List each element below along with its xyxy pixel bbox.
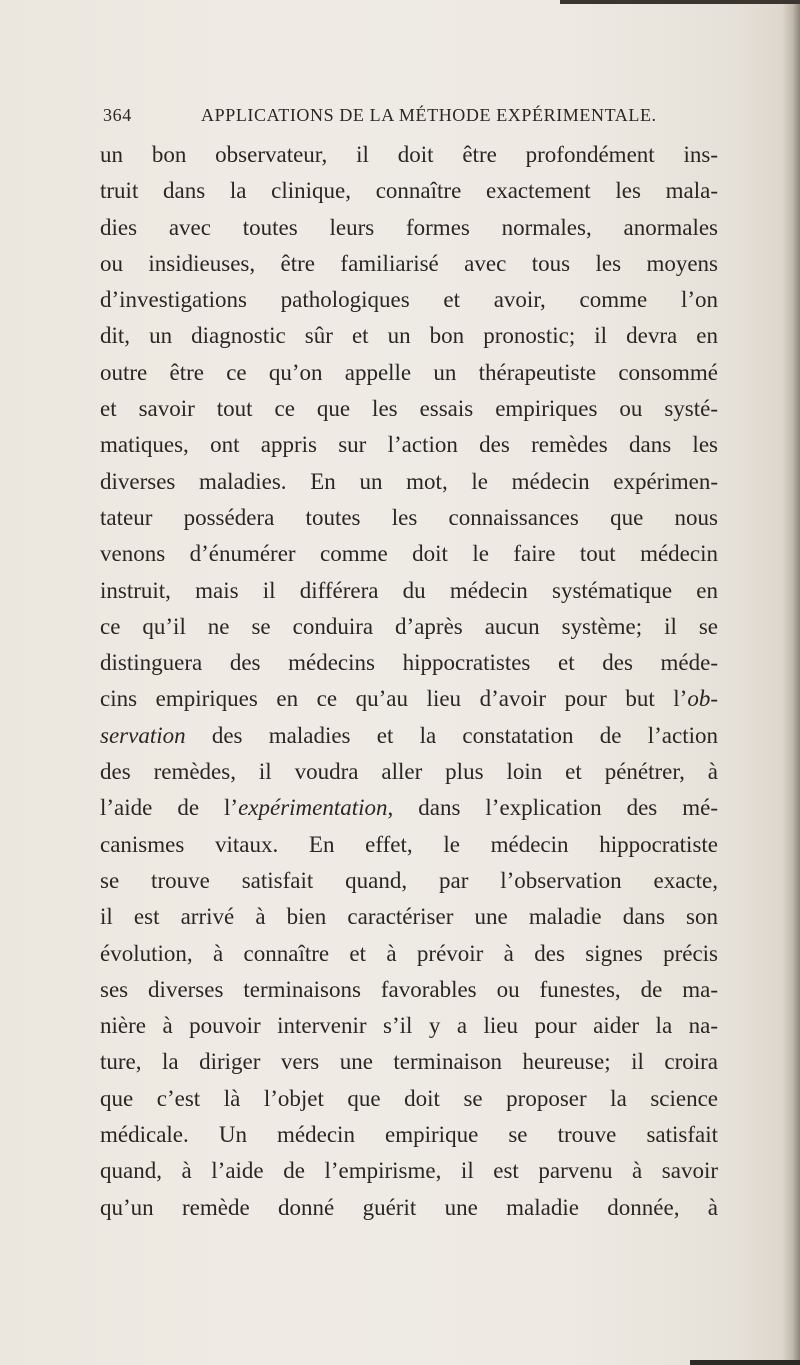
text-line: des remèdes, il voudra aller plus loin et pénétrer, à xyxy=(100,759,718,785)
text-line: l’aide de l’expérimentation, dans l’explication des mé- xyxy=(100,795,718,821)
running-title: APPLICATIONS DE LA MÉTHODE EXPÉRIMENTALE. xyxy=(201,105,657,125)
text-line: un bon observateur, il doit être profondément ins- xyxy=(100,142,718,167)
text-line: ture, la diriger vers une terminaison heureuse; il croira xyxy=(100,1049,718,1075)
running-header xyxy=(103,105,703,126)
text-line: évolution, à connaître et à prévoir à des signes précis xyxy=(100,940,718,966)
text-line: dies avec toutes leurs formes normales, anormales xyxy=(100,214,718,240)
text-line: tateur possédera toutes les connaissances que nous xyxy=(100,504,718,530)
text-line: truit dans la clinique, connaître exactement les mala- xyxy=(100,178,718,204)
text-line: matiques, ont appris sur l’action des remèdes dans les xyxy=(100,432,718,458)
page-number: 364 xyxy=(103,105,132,125)
text-line: se trouve satisfait quand, par l’observation exacte, xyxy=(100,867,718,893)
text-line: nière à pouvoir intervenir s’il y a lieu pour aider la na- xyxy=(100,1013,718,1039)
text-line: que c’est là l’objet que doit se proposer la science xyxy=(100,1085,718,1111)
italic-term: ob- xyxy=(687,686,718,712)
text-line: et savoir tout ce que les essais empiriques ou systé- xyxy=(100,396,718,422)
text-line: médicale. Un médecin empirique se trouve satisfait xyxy=(100,1122,718,1148)
text-line: servation des maladies et la constatation de l’action xyxy=(100,722,718,748)
italic-term: servation xyxy=(100,722,186,748)
text-line: d’investigations pathologiques et avoir, comme l’on xyxy=(100,287,718,313)
text-line: quand, à l’aide de l’empirisme, il est parvenu à savoir xyxy=(100,1158,718,1184)
text-line: ce qu’il ne se conduira d’après aucun système; il se xyxy=(100,613,718,639)
text-line: ou insidieuses, être familiarisé avec tous les moyens xyxy=(100,250,718,276)
text-line: canismes vitaux. En effet, le médecin hippocratiste xyxy=(100,831,718,857)
text-line: venons d’énumérer comme doit le faire tout médecin xyxy=(100,541,718,567)
bottom-edge-mark xyxy=(690,1360,800,1365)
italic-term: expérimentation xyxy=(238,795,388,821)
text-line: qu’un remède donné guérit une maladie donnée, à xyxy=(100,1194,718,1220)
top-edge-mark xyxy=(560,0,800,4)
text-line: dit, un diagnostic sûr et un bon pronostic; il devra en xyxy=(100,323,718,349)
text-line: instruit, mais il différera du médecin systématique en xyxy=(100,577,718,603)
text-line: cins empiriques en ce qu’au lieu d’avoir pour but l’ob- xyxy=(100,686,718,712)
text-line: ses diverses terminaisons favorables ou funestes, de ma- xyxy=(100,976,718,1002)
text-line: diverses maladies. En un mot, le médecin expérimen- xyxy=(100,468,718,494)
body-text xyxy=(100,137,718,1226)
page-edge-shadow xyxy=(782,0,800,1365)
text-line: il est arrivé à bien caractériser une maladie dans son xyxy=(100,904,718,930)
text-line: distinguera des médecins hippocratistes et des méde- xyxy=(100,650,718,676)
text-line: outre être ce qu’on appelle un thérapeutiste consommé xyxy=(100,359,718,385)
